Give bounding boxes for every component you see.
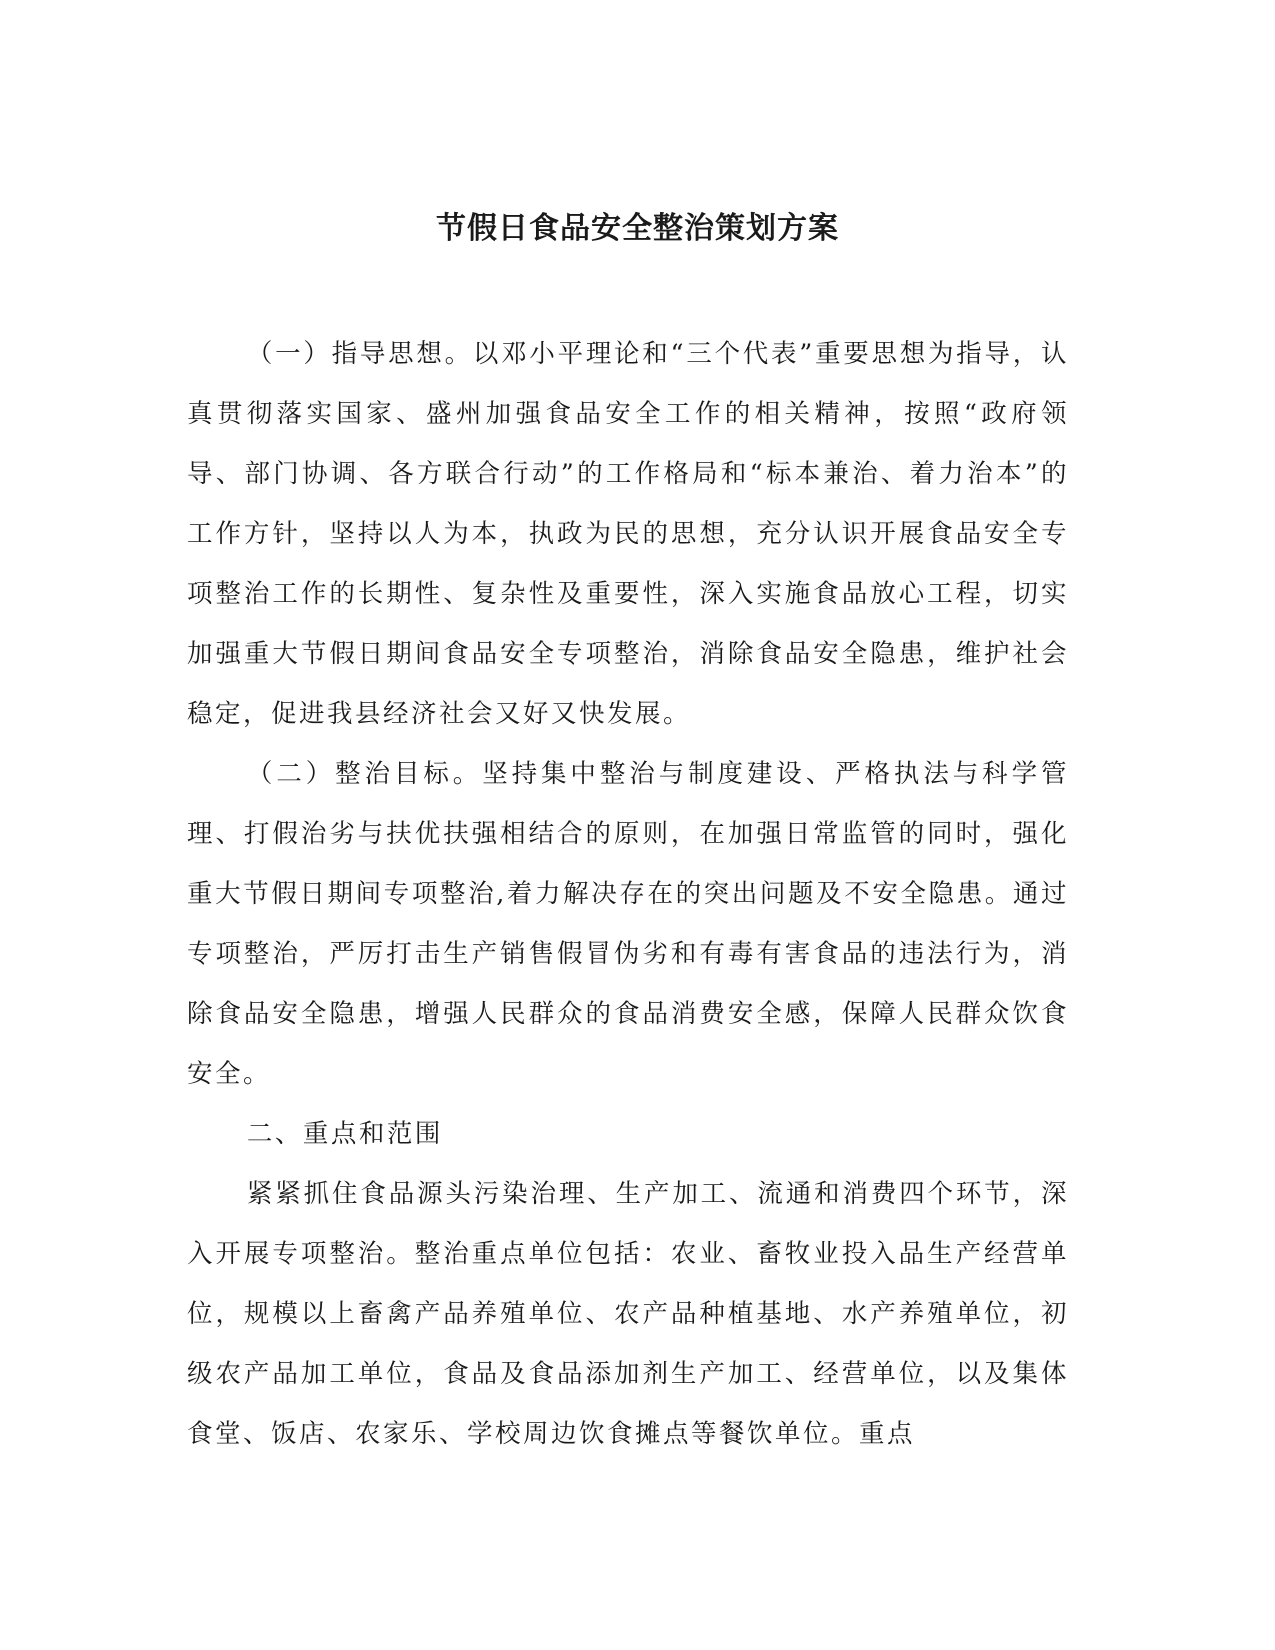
section-heading-focus-scope: 二、重点和范围: [246, 1119, 443, 1149]
paragraph-guiding-ideology: （一）指导思想。以邓小平理论和“三个代表”重要思想为指导，认真贯彻落实国家、盛州加强食品安全工作的相关精神，按照“政府领导、部门协调、各方联合行动”的工作格局和“标本兼治、着力治本”的工作方针，坚持以人为本，执政为民的思想，充分认识开展食品安全专项整治工作的长期性、复杂性及重要性，深入实施食品放心工程，切实加强重大节假日期间食品安全专项整治，消除食品安全隐患，维护社会稳定，促进我县经济社会又好又快发展。: [187, 339, 1069, 729]
document-body: [187, 324, 1069, 1464]
paragraph-rectification-goals: （二）整治目标。坚持集中整治与制度建设、严格执法与科学管理、打假治劣与扶优扶强相结合的原则，在加强日常监管的同时，强化重大节假日期间专项整治,着力解决存在的突出问题及不安全隐患。通过专项整治，严厉打击生产销售假冒伪劣和有毒有害食品的违法行为，消除食品安全隐患，增强人民群众的食品消费安全感，保障人民群众饮食安全。: [187, 759, 1069, 1089]
paragraph-focus-scope: 紧紧抓住食品源头污染治理、生产加工、流通和消费四个环节，深入开展专项整治。整治重点单位包括：农业、畜牧业投入品生产经营单位，规模以上畜禽产品养殖单位、农产品种植基地、水产养殖单位，初级农产品加工单位，食品及食品添加剂生产加工、经营单位，以及集体食堂、饭店、农家乐、学校周边饮食摊点等餐饮单位。重点: [187, 1179, 1069, 1449]
document-title: 节假日食品安全整治策划方案: [436, 211, 839, 246]
